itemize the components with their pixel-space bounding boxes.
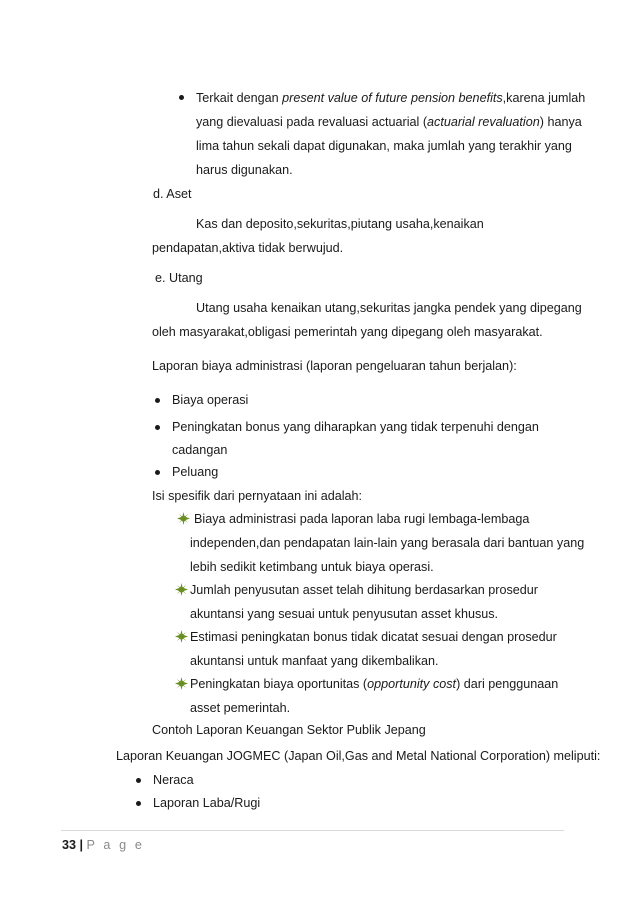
paragraph-line: pendapatan,aktiva tidak berwujud. — [152, 241, 344, 255]
page-number: 33 — [62, 838, 77, 852]
italic-term: actuarial revaluation — [427, 115, 540, 129]
list-item: Estimasi peningkatan bonus tidak dicatat sesuai dengan prosedur — [190, 630, 557, 644]
paragraph-line: harus digunakan. — [196, 163, 293, 177]
bullet-dot-icon — [136, 801, 141, 806]
list-item-continuation: lebih sedikit ketimbang untuk biaya operasi. — [190, 560, 434, 574]
bullet-text-present-value: Terkait dengan present value of future pension benefits,karena jumlah — [196, 91, 586, 105]
paragraph-line: oleh masyarakat,obligasi pemerintah yang dipegang oleh masyarakat. — [152, 325, 543, 339]
section-heading-utang: e. Utang — [155, 271, 203, 285]
list-item: Jumlah penyusutan asset telah dihitung berdasarkan prosedur — [190, 583, 538, 597]
paragraph-line: Isi spesifik dari pernyataan ini adalah: — [152, 489, 363, 503]
section-heading-aset: d. Aset — [153, 187, 192, 201]
list-item-continuation: independen,dan pendapatan lain-lain yang berasala dari bantuan yang — [190, 536, 585, 550]
list-item-continuation: akuntansi untuk manfaat yang dikembalikan. — [190, 654, 439, 668]
list-item: Laporan Laba/Rugi — [153, 796, 261, 810]
list-item: Biaya operasi — [172, 393, 249, 407]
list-item: Peningkatan biaya oportunitas (opportunity cost) dari penggunaan — [190, 677, 559, 691]
list-item: Peluang — [172, 465, 219, 479]
paragraph-line: Utang usaha kenaikan utang,sekuritas jangka pendek yang dipegang — [196, 301, 582, 315]
page-footer — [62, 837, 144, 853]
bullet-dot-icon — [136, 778, 141, 783]
leaf-bullet-icon — [175, 630, 188, 643]
paragraph-line: yang dievaluasi pada revaluasi actuarial (actuarial revaluation) hanya — [196, 115, 582, 129]
leaf-bullet-icon — [175, 677, 188, 690]
bullet-dot-icon — [179, 95, 184, 100]
bullet-dot-icon — [155, 398, 160, 403]
list-item-continuation: asset pemerintah. — [190, 701, 291, 715]
list-item: Neraca — [153, 773, 194, 787]
paragraph-line: Laporan Keuangan JOGMEC (Japan Oil,Gas and Metal National Corporation) meliputi: — [116, 749, 601, 763]
footer-separator: | — [79, 838, 84, 852]
paragraph-line: lima tahun sekali dapat digunakan, maka jumlah yang terakhir yang — [196, 139, 572, 153]
list-item-continuation: akuntansi yang sesuai untuk penyusutan asset khusus. — [190, 607, 499, 621]
leaf-bullet-icon — [175, 583, 188, 596]
paragraph-line: Laporan biaya administrasi (laporan pengeluaran tahun berjalan): — [152, 359, 517, 373]
list-item: Peningkatan bonus yang diharapkan yang tidak terpenuhi dengan — [172, 420, 539, 434]
bullet-dot-icon — [155, 425, 160, 430]
list-item-continuation: cadangan — [172, 443, 228, 457]
paragraph-line: Contoh Laporan Keuangan Sektor Publik Jepang — [152, 723, 426, 737]
footer-divider — [61, 830, 564, 831]
italic-term: present value of future pension benefits — [282, 91, 503, 105]
italic-term: opportunity cost — [367, 677, 457, 691]
page-label: P a g e — [86, 838, 145, 852]
paragraph-line: Kas dan deposito,sekuritas,piutang usaha,kenaikan — [196, 217, 484, 231]
leaf-bullet-icon — [177, 512, 190, 525]
bullet-dot-icon — [155, 470, 160, 475]
list-item: Biaya administrasi pada laporan laba rugi lembaga-lembaga — [194, 512, 530, 526]
